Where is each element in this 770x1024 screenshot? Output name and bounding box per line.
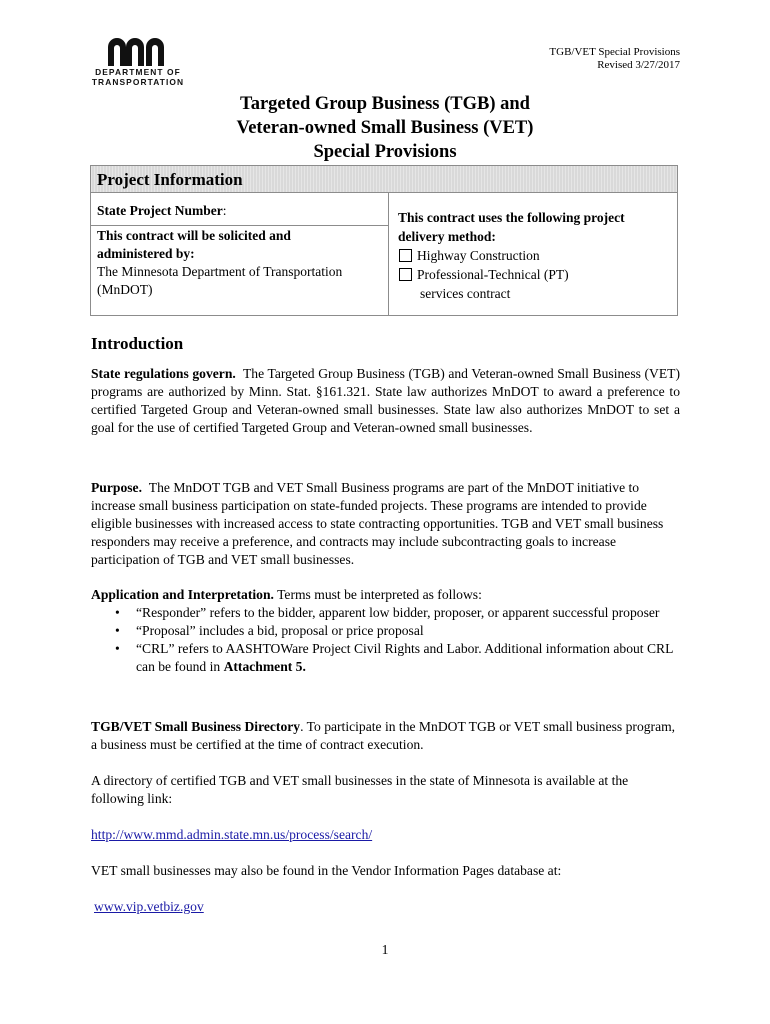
terms-list bbox=[91, 604, 680, 676]
logo-text-department: DEPARTMENT OF bbox=[95, 67, 181, 77]
solicited-label-2: administered by: bbox=[97, 246, 195, 261]
purpose-text: The MnDOT TGB and VET Small Business programs are part of the MnDOT initiative to increase small business participation on state-funded projects. These programs are intended to provide eligible businesses with increased access to state contracting opportunities. TGB and VET small business responders may receive a preference, and contracts may include subcontracting goals to increase participation of TGB and VET small businesses. bbox=[91, 480, 664, 567]
project-info-header bbox=[90, 165, 678, 193]
directory-paragraph bbox=[91, 718, 680, 754]
title-line-3: Special Provisions bbox=[313, 142, 457, 162]
list-item bbox=[91, 640, 680, 676]
professional-technical-label-cont: services contract bbox=[420, 286, 511, 301]
application-text: Terms must be interpreted as follows: bbox=[277, 587, 482, 602]
state-project-number-colon: : bbox=[222, 203, 227, 218]
purpose-paragraph bbox=[91, 479, 680, 569]
application-paragraph bbox=[91, 586, 680, 676]
page-number: 1 bbox=[381, 942, 389, 957]
attachment-5-ref: Attachment 5. bbox=[223, 659, 306, 674]
highway-construction-checkbox[interactable] bbox=[399, 249, 412, 262]
introduction-heading: Introduction bbox=[91, 334, 184, 353]
professional-technical-label: Professional-Technical (PT) bbox=[417, 267, 569, 282]
title-line-2: Veteran-owned Small Business (VET) bbox=[236, 118, 534, 138]
delivery-label-1: This contract uses the following project bbox=[398, 210, 625, 225]
state-project-number-label: State Project Number bbox=[97, 203, 223, 218]
mndot-logo bbox=[86, 38, 190, 90]
vip-link[interactable]: www.vip.vetbiz.gov bbox=[94, 899, 204, 914]
state-regulations-lead: State regulations govern. bbox=[91, 366, 236, 381]
vip-paragraph: VET small businesses may also be found in the Vendor Information Pages database at: bbox=[91, 863, 562, 878]
solicited-value-1: The Minnesota Department of Transportation bbox=[97, 264, 343, 279]
project-info-table bbox=[90, 193, 678, 316]
project-info-heading: Project Information bbox=[97, 170, 243, 189]
document-header-info bbox=[549, 46, 680, 72]
title-line-1: Targeted Group Business (TGB) and bbox=[240, 94, 530, 114]
mndot-logo-icon bbox=[108, 38, 168, 66]
page-title bbox=[0, 92, 770, 164]
solicited-by-cell bbox=[97, 227, 387, 299]
delivery-method-cell bbox=[398, 208, 673, 303]
logo-text-transportation: TRANSPORTATION bbox=[91, 77, 185, 87]
vip-link-row bbox=[94, 898, 683, 916]
professional-technical-checkbox[interactable] bbox=[399, 268, 412, 281]
list-item: • “Responder” refers to the bidder, apparent low bidder, proposer, or apparent successful proposer bbox=[91, 604, 680, 622]
directory-text: . To participate in the MnDOT TGB or VET small business program, a business must be certified at the time of contract execution. bbox=[91, 719, 676, 752]
table-column-divider bbox=[388, 193, 389, 315]
directory-lead: TGB/VET Small Business Directory bbox=[91, 719, 301, 734]
solicited-value-2: (MnDOT) bbox=[97, 282, 153, 297]
directory-link[interactable]: http://www.mmd.admin.state.mn.us/process/search/ bbox=[91, 827, 373, 842]
list-item: • “Proposal” includes a bid, proposal or price proposal bbox=[91, 622, 680, 640]
doc-label: TGB/VET Special Provisions bbox=[549, 46, 680, 58]
state-project-number-field[interactable] bbox=[97, 202, 226, 220]
state-regulations-paragraph bbox=[91, 365, 680, 437]
directory-link-row bbox=[91, 826, 680, 844]
table-row-divider bbox=[91, 225, 388, 226]
purpose-lead: Purpose. bbox=[91, 480, 142, 495]
delivery-label-2: delivery method: bbox=[398, 229, 496, 244]
revised-date: Revised 3/27/2017 bbox=[597, 59, 680, 71]
solicited-label-1: This contract will be solicited and bbox=[97, 228, 291, 243]
option-highway-construction[interactable] bbox=[398, 246, 673, 265]
crl-text: “CRL” refers to AASHTOWare Project Civil Rights and Labor. Additional information about CRL can be found in bbox=[136, 641, 673, 674]
application-lead: Application and Interpretation. bbox=[91, 587, 274, 602]
directory-availability-paragraph: A directory of certified TGB and VET small businesses in the state of Minnesota is available at the following link: bbox=[91, 773, 629, 806]
option-professional-technical[interactable] bbox=[398, 265, 673, 284]
state-regulations-text: The Targeted Group Business (TGB) and Veteran-owned Small Business (VET) programs are authorized by Minn. Stat. §161.321. State law authorizes MnDOT to award a preference to certified Targeted Group and Veteran-owned small businesses. State law also authorizes MnDOT to set a goal for the use of certified Targeted Group and Veteran-owned small businesses. bbox=[91, 366, 680, 435]
highway-construction-label: Highway Construction bbox=[417, 248, 540, 263]
